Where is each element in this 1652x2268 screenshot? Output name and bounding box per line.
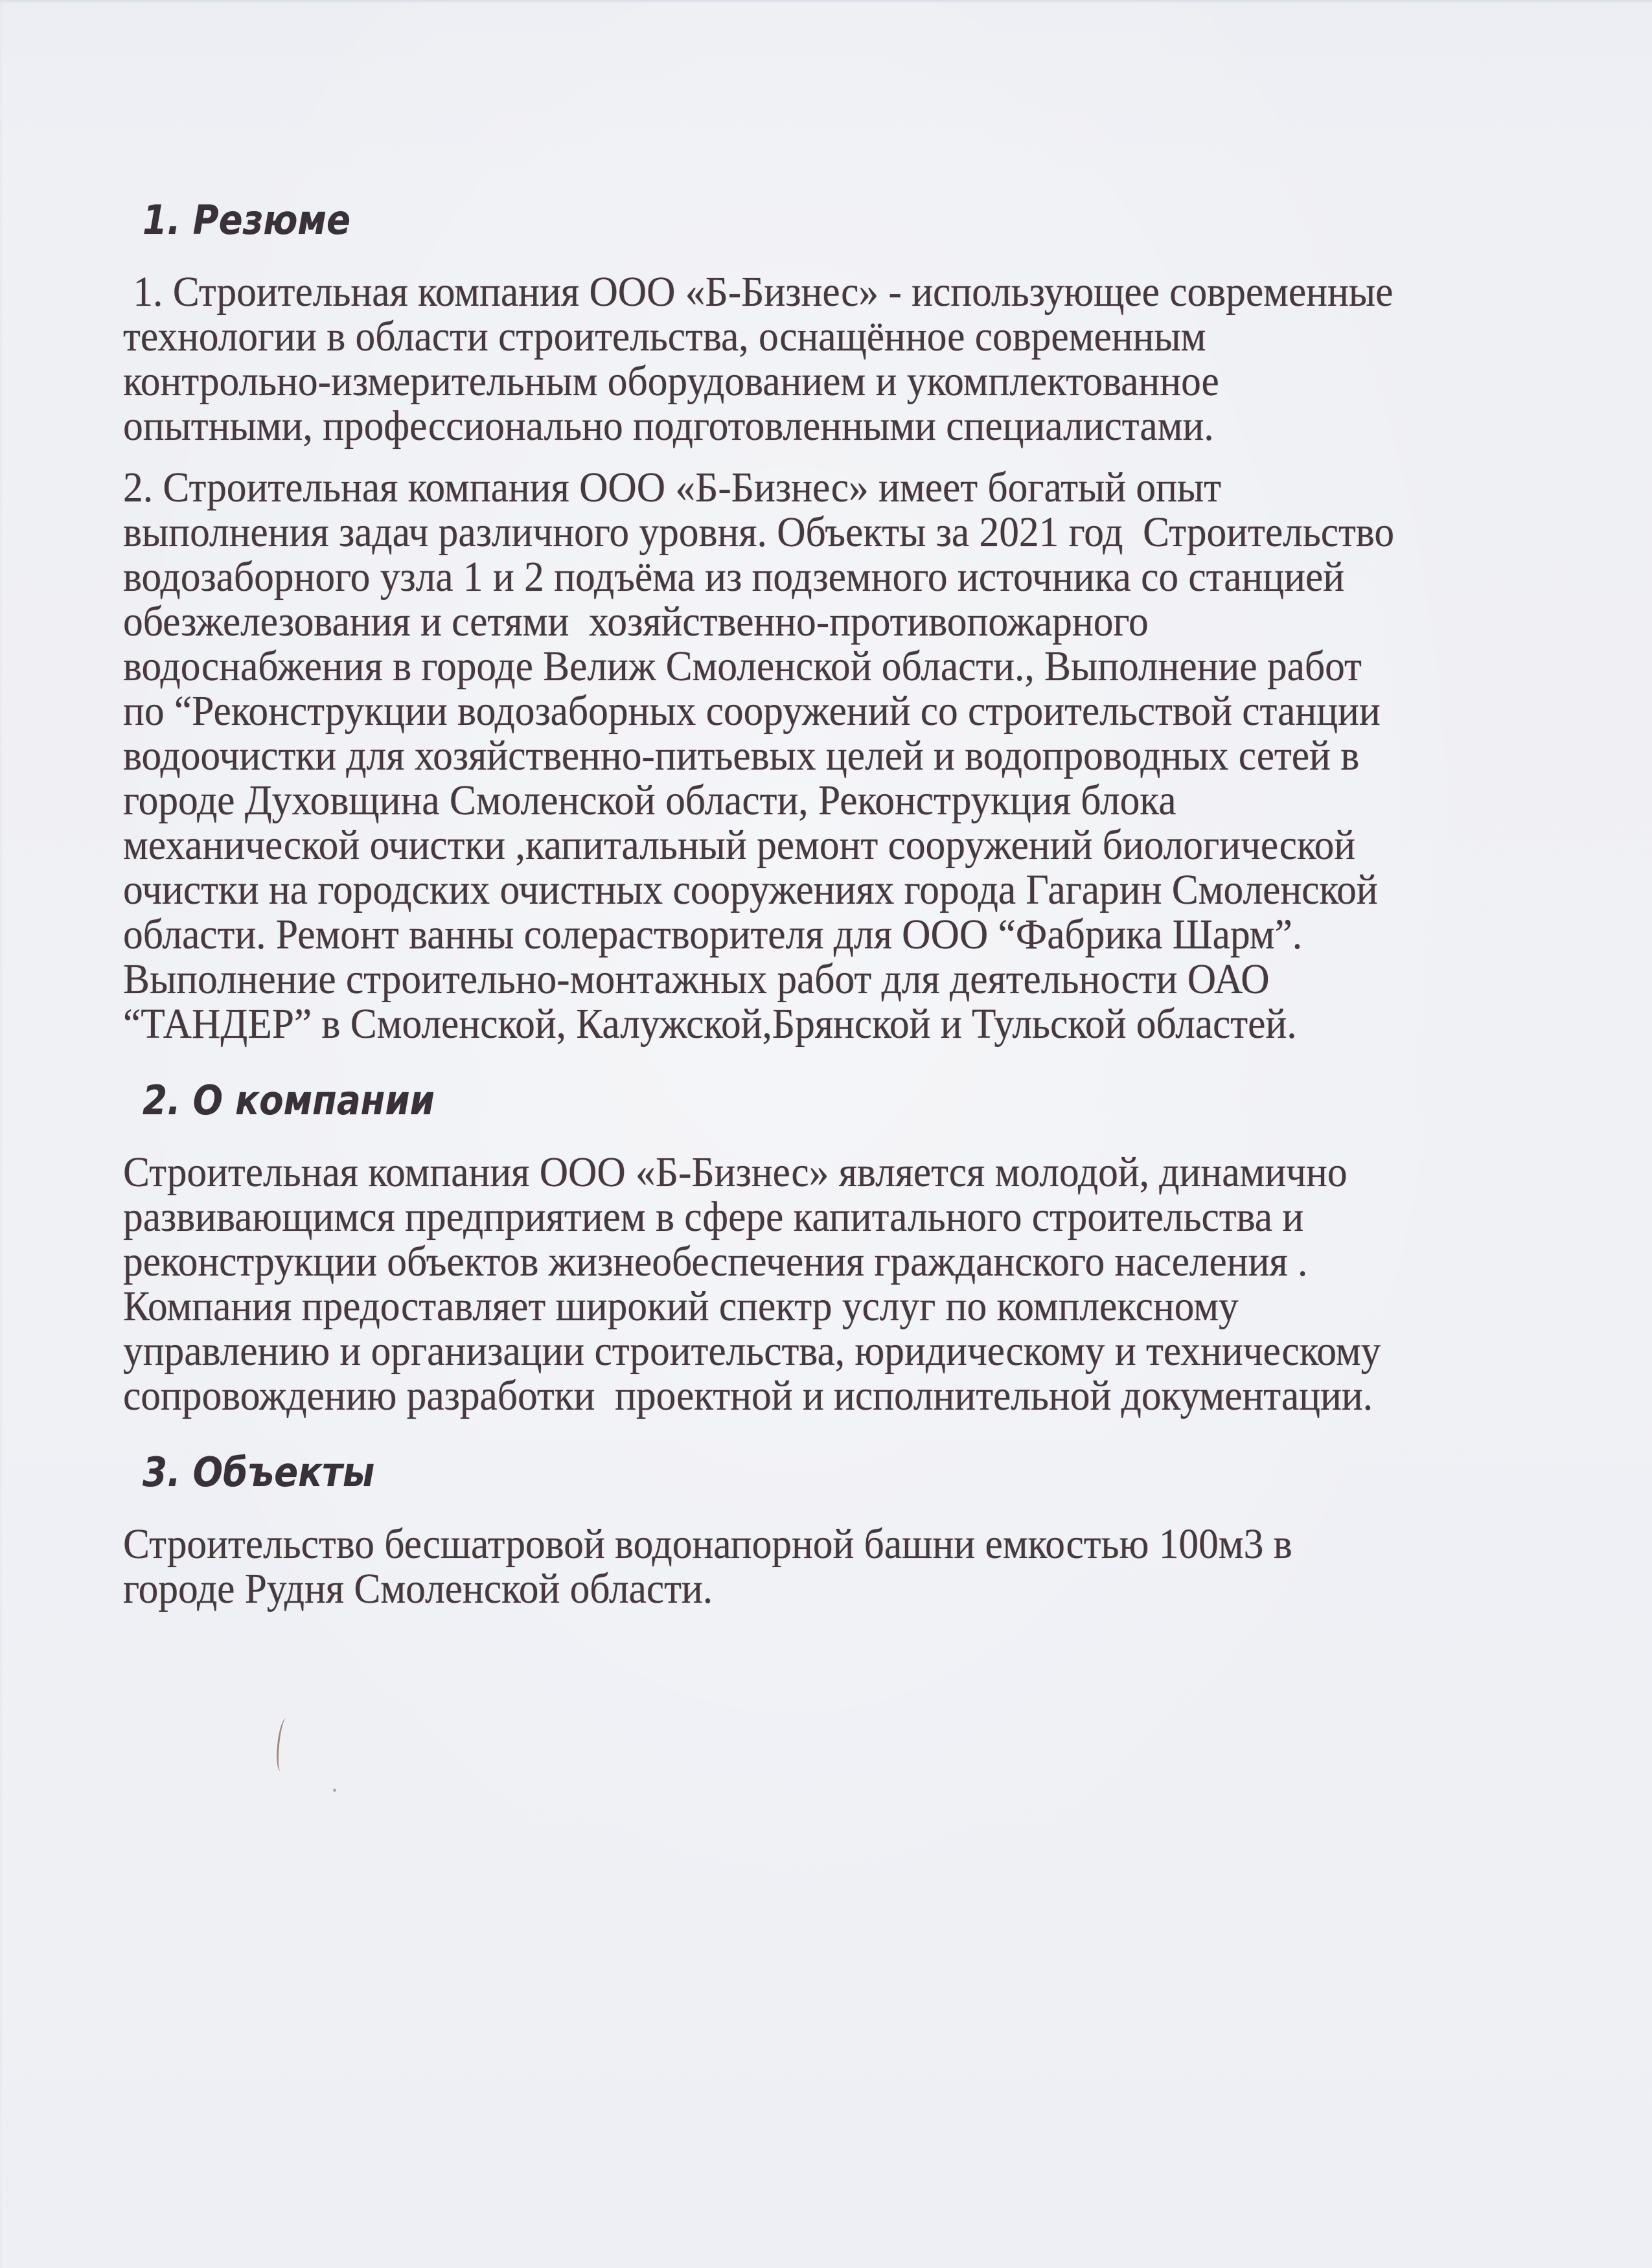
section-3 [123, 1447, 1425, 1611]
text-line: механической очистки ,капитальный ремонт сооружений биологической [123, 821, 1356, 869]
section-heading: 2. О компании [143, 1077, 435, 1124]
text-line: управлению и организации строительства, юридическому и техническому [123, 1327, 1381, 1375]
scan-artifact-dust [333, 1789, 336, 1792]
text-line: 1. Строительная компания ООО «Б-Бизнес» - использующее современные [123, 268, 1394, 315]
text-line: по “Реконструкции водозаборных сооружений со строительствой станции [123, 687, 1381, 735]
text-line: реконструкции объектов жизнеобеспечения гражданского населения . [123, 1238, 1308, 1285]
paragraph [123, 269, 1425, 448]
section-heading: 3. Объекты [143, 1449, 375, 1496]
text-line: Строительство бесшатровой водонапорной башни емкостью 100м3 в [123, 1520, 1292, 1568]
text-line: Компания предоставляет широкий спектр услуг по комплексному [123, 1283, 1239, 1330]
text-line: развивающимся предприятием в сфере капитального строительства и [123, 1193, 1304, 1241]
scanner-edge-shadow-left [0, 0, 3, 2268]
section-2 [123, 1075, 1425, 1418]
text-line: городе Духовщина Смоленской области, Реконструкция блока [123, 777, 1176, 824]
text-line: Строительная компания ООО «Б-Бизнес» является молодой, динамично [123, 1149, 1348, 1196]
paragraph [123, 1522, 1425, 1611]
text-line: городе Рудня Смоленской области. [123, 1565, 713, 1612]
text-line: Выполнение строительно-монтажных работ для деятельности ОАО [123, 956, 1270, 1003]
text-line: сопровождению разработки проектной и исполнительной документации. [123, 1372, 1373, 1419]
text-line: контрольно-измерительным оборудованием и укомплектованное [123, 358, 1219, 405]
text-line: водоочистки для хозяйственно-питьевых целей и водопроводных сетей в [123, 732, 1360, 779]
text-line: технологии в области строительства, оснащённое современным [123, 313, 1206, 360]
section-heading: 1. Резюме [143, 196, 351, 244]
text-line: “ТАНДЕР” в Смоленской, Калужской,Брянской и Тульской областей. [123, 1000, 1297, 1048]
text-line: опытными, профессионально подготовленными специалистами. [123, 402, 1214, 450]
text-line: водозаборного узла 1 и 2 подъёма из подземного источника со станцией [123, 553, 1345, 601]
paragraph [123, 465, 1425, 1046]
paragraph [123, 1150, 1425, 1418]
text-line: обезжелезования и сетями хозяйственно-противопожарного [123, 598, 1149, 645]
document-content [123, 0, 1425, 1611]
scan-artifact-hair [275, 1717, 292, 1771]
text-line: 2. Строительная компания ООО «Б-Бизнес» имеет богатый опыт [123, 464, 1221, 511]
text-line: области. Ремонт ванны солерастворителя для ООО “Фабрика Шарм”. [123, 911, 1303, 958]
text-line: водоснабжения в городе Велиж Смоленской области., Выполнение работ [123, 643, 1362, 690]
section-1 [123, 194, 1425, 1046]
text-line: очистки на городских очистных сооружениях города Гагарин Смоленской [123, 866, 1378, 913]
text-line: выполнения задач различного уровня. Объекты за 2021 год Строительство [123, 509, 1395, 556]
